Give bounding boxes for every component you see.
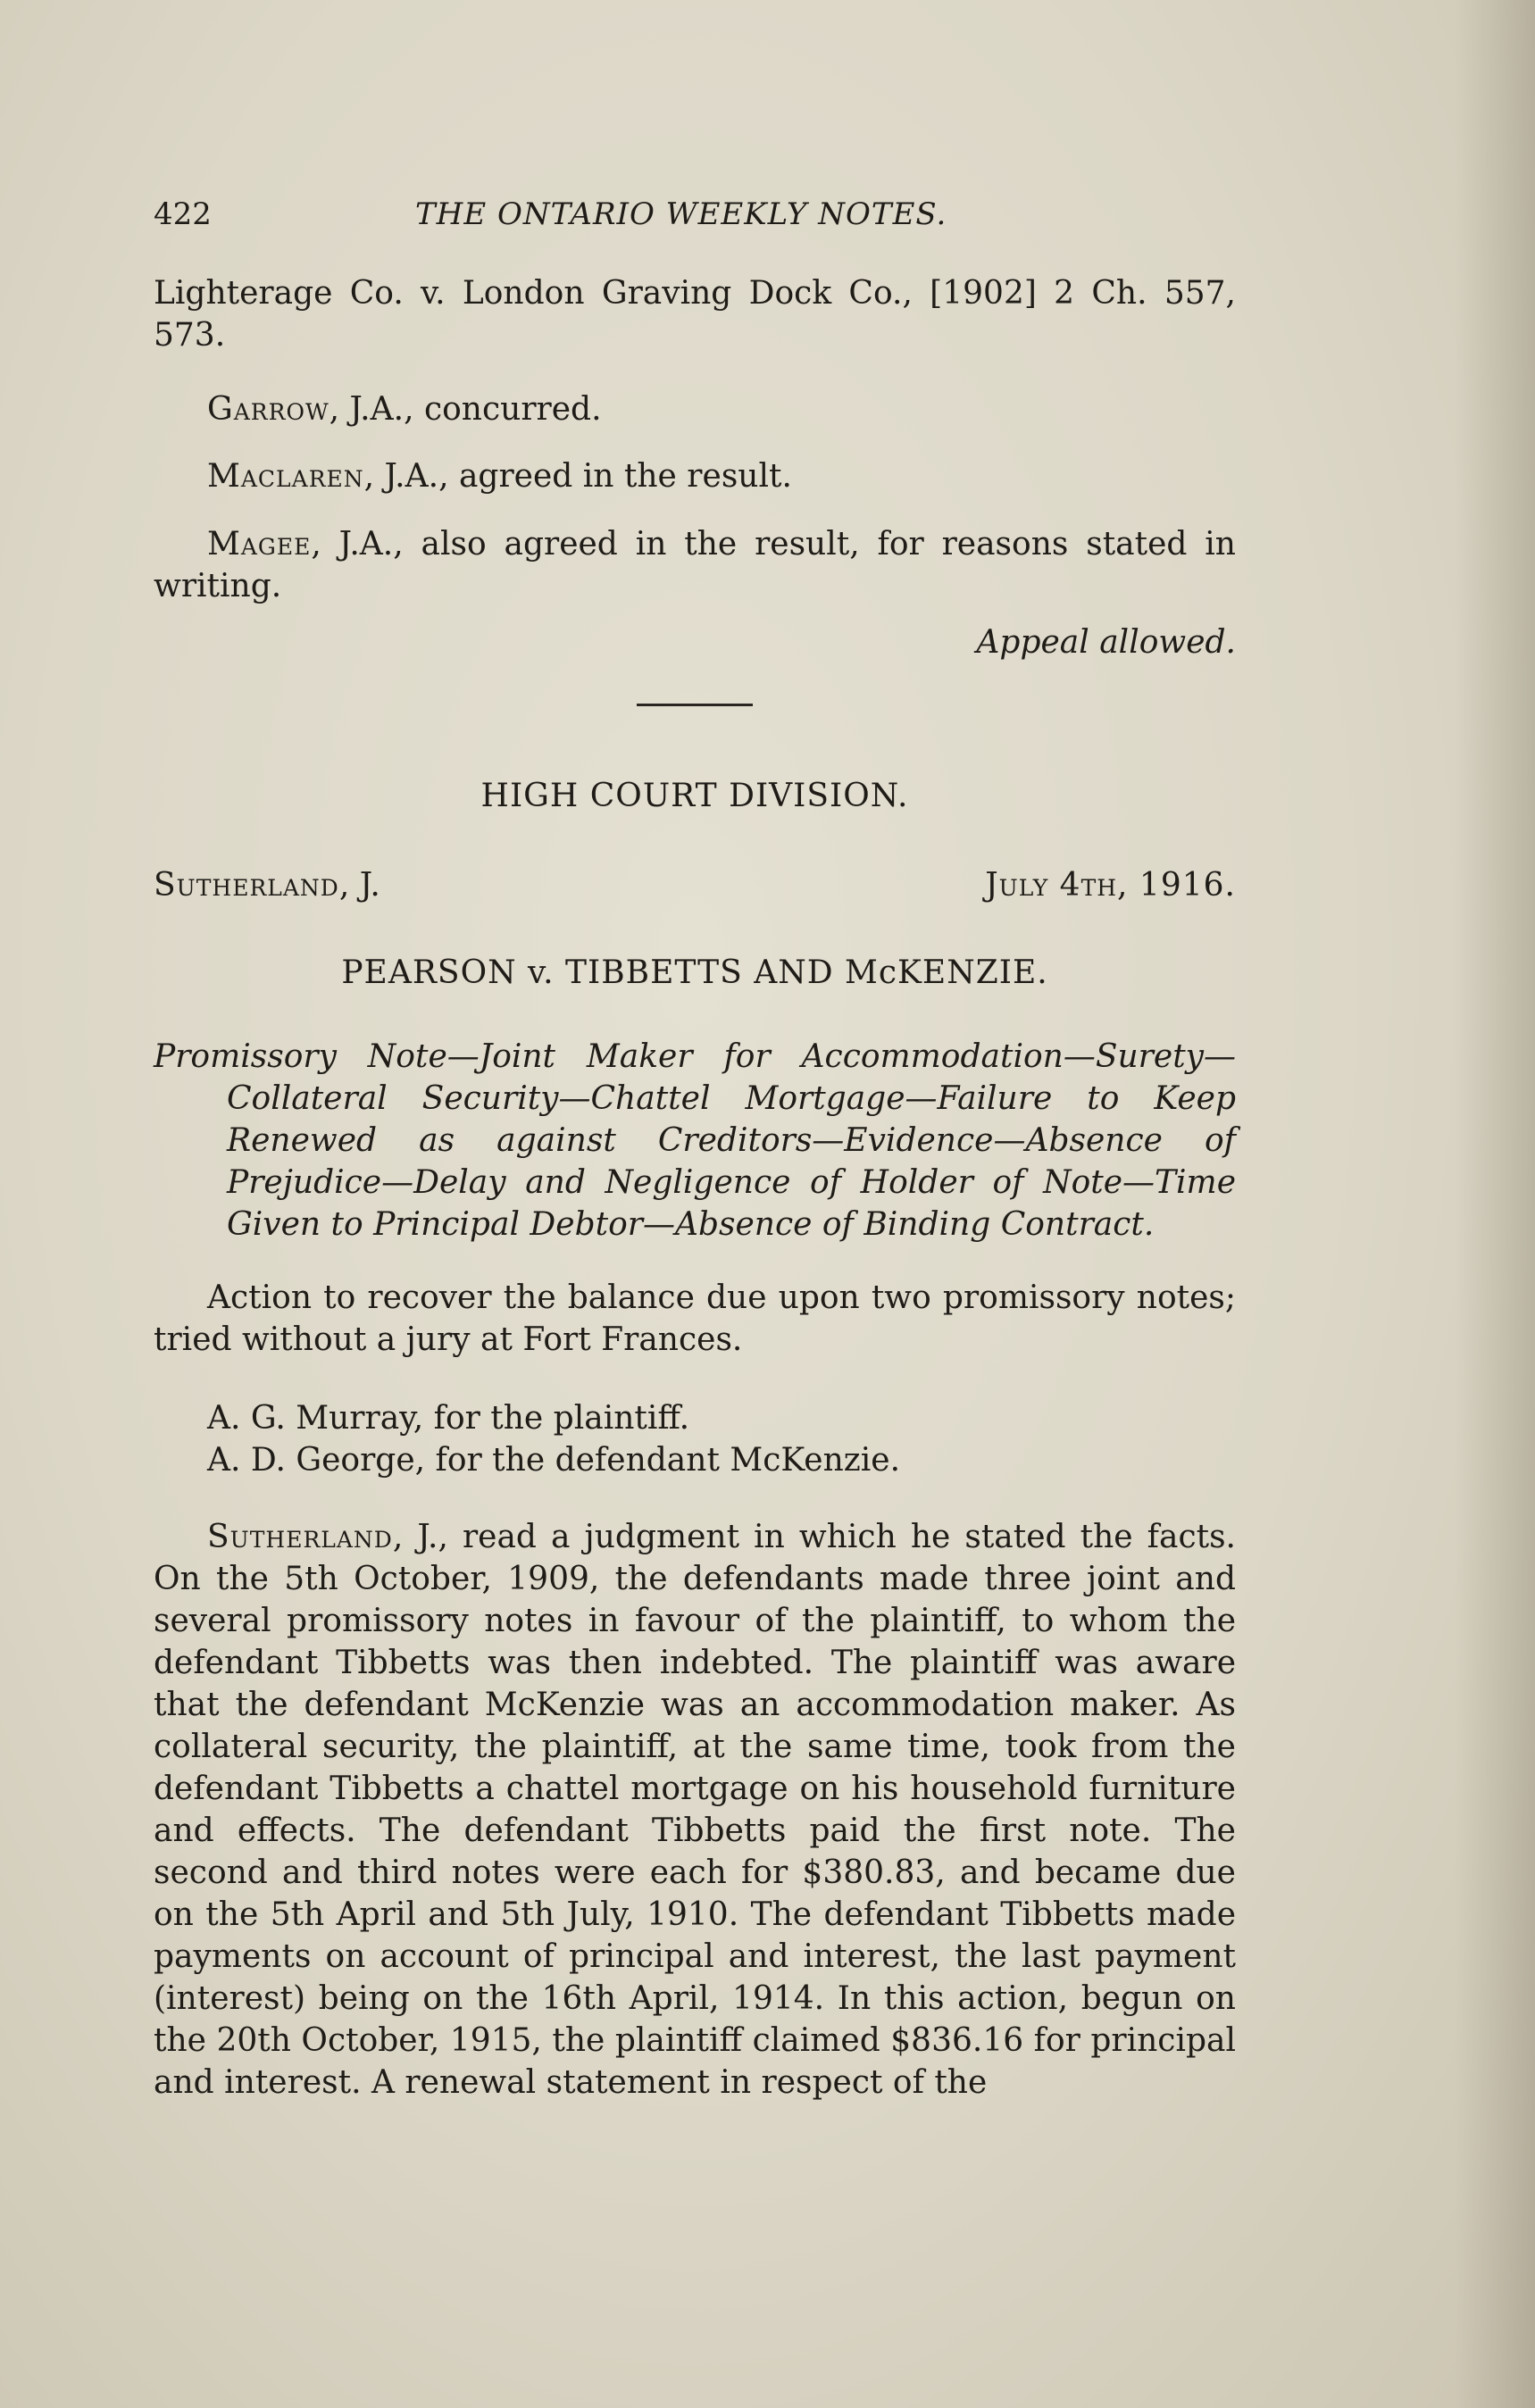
counsel-list — [154, 1397, 1236, 1481]
counsel-plaintiff: A. G. Murray, for the plaintiff. — [207, 1400, 690, 1437]
judge-name-garrow: Garrow — [207, 391, 330, 428]
headnote: Promissory Note—Joint Maker for Accommodation—Surety—Collateral Security—Chattel Mortgage—Failure to Keep Renewed as against Creditors—Evidence—Absence of Prejudice—Delay and Negligence of Holder of Note—Time Given to Principal Debtor—Absence of Binding Contract. — [154, 1038, 1236, 1243]
judgment-wrap — [154, 1516, 1236, 2104]
counsel-defendant: A. D. George, for the defendant McKenzie. — [207, 1442, 901, 1479]
magee-text: , J.A., also agreed in the result, for reasons stated in writing. — [154, 526, 1236, 604]
garrow-text: , J.A., concurred. — [329, 391, 602, 428]
magee-line — [154, 523, 1236, 607]
judge-date-row — [154, 864, 1236, 906]
judge-line — [154, 864, 380, 906]
garrow-line — [154, 388, 1236, 430]
page-header — [154, 196, 1236, 241]
judge-name-magee: Magee — [207, 526, 312, 562]
headnote-wrap — [154, 1036, 1236, 1246]
running-title: THE ONTARIO WEEKLY NOTES. — [415, 196, 947, 232]
judge-name-maclaren: Maclaren — [207, 458, 364, 495]
page-number: 422 — [154, 196, 212, 232]
judgment-text: , J., read a judgment in which he stated the facts. On the 5th October, 1909, the defendants made three joint and several promissory notes in favour of the plaintiff, to whom the defendant Tibbetts was then indebted. The plaintiff was aware that the defendant McKenzie was an accommodation maker. As collateral security, the plaintiff, at the same time, took from the defendant Tibbetts a chattel mortgage on his household furniture and effects. The defendant Tibbetts paid the first note. The second and third notes were each for $380.83, and became due on the 5th April and 5th July, 1910. The defendant Tibbetts made payments on account of principal and interest, the last payment (interest) being on the 16th April, 1914. In this action, begun on the 20th October, 1915, the plaintiff claimed $836.16 for principal and interest. A renewal statement in respect of the — [154, 1519, 1236, 2101]
case-title: PEARSON v. TIBBETTS AND McKENZIE. — [341, 954, 1048, 991]
maclaren-line — [154, 455, 1236, 497]
judgment-judge-name: Sutherland — [207, 1519, 393, 1555]
disposition: Appeal allowed. — [976, 624, 1236, 661]
summary-wrap — [154, 1277, 1236, 1361]
citation-text: Lighterage Co. v. London Graving Dock Co., [1902] 2 Ch. 557, 573. — [154, 275, 1236, 354]
division-heading-wrap — [154, 775, 1236, 817]
decision-date: July 4th, 1916. — [985, 867, 1236, 904]
concurrence-garrow — [154, 388, 1236, 430]
judgment-paragraph — [154, 1516, 1236, 2104]
case-title-wrap — [154, 952, 1236, 994]
intro-section — [154, 272, 1236, 356]
judge-suffix: , J. — [338, 867, 380, 904]
maclaren-text: , J.A., agreed in the result. — [363, 458, 792, 495]
case-summary: Action to recover the balance due upon two promissory notes; tried without a jury at Fort Frances. — [154, 1279, 1236, 1358]
concurrence-magee — [154, 523, 1236, 607]
concurrence-maclaren — [154, 455, 1236, 497]
section-divider — [637, 704, 753, 706]
division-heading: HIGH COURT DIVISION. — [480, 778, 909, 814]
disposition-line — [154, 621, 1236, 663]
judge-name: Sutherland — [154, 867, 339, 904]
